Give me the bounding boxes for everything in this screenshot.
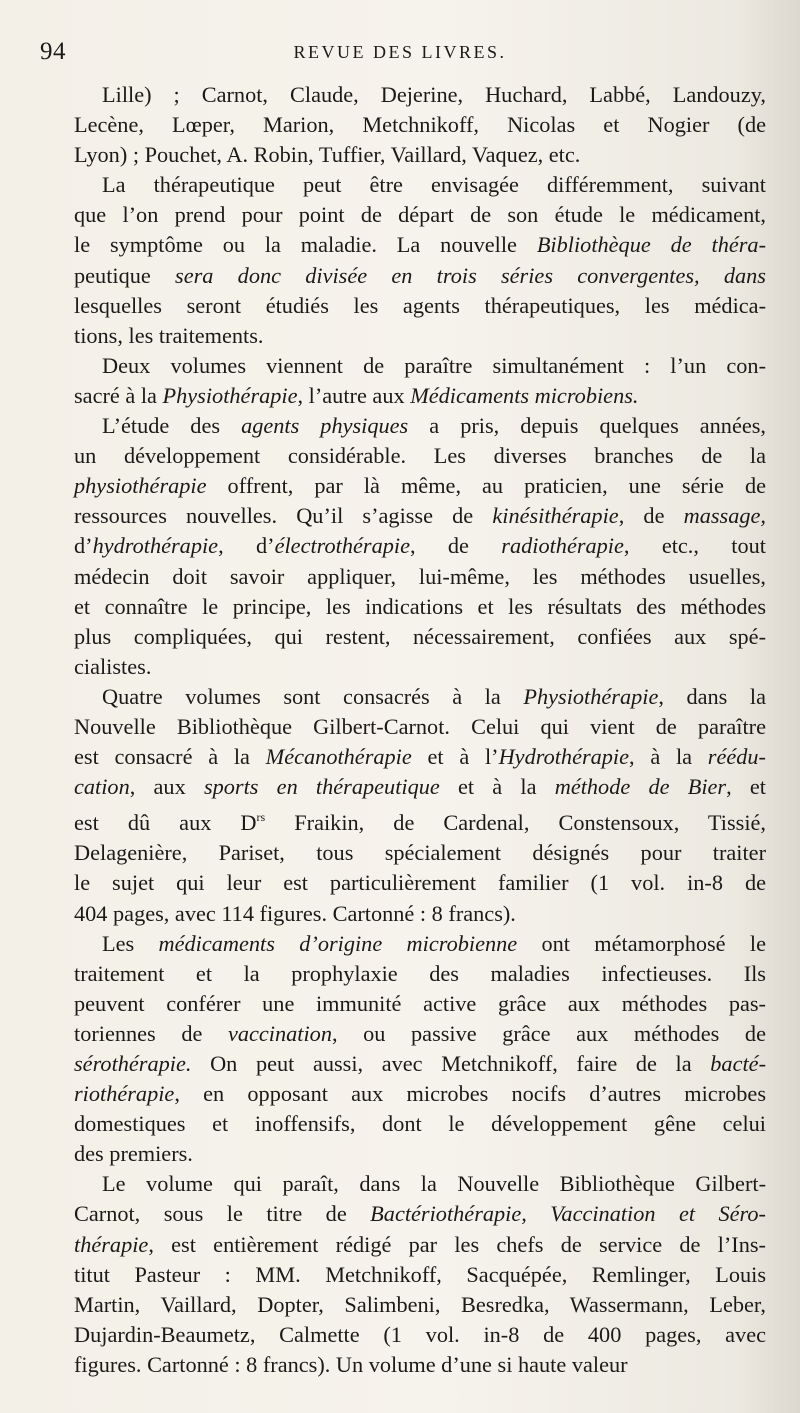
roman-text: , etc., tout (623, 533, 766, 559)
roman-text: que l’on prend pour point de départ de son étude le médicament, (74, 202, 766, 228)
paragraph (46, 351, 766, 411)
text-line (46, 1049, 766, 1079)
text-line (46, 170, 766, 200)
roman-text: , est entièrement rédigé par les chefs de service de l’Ins- (148, 1231, 766, 1257)
roman-text: et à l’ (411, 744, 499, 770)
roman-text: peutique (74, 262, 151, 288)
italic-text: Hydrothérapie (498, 744, 630, 770)
roman-text: , à la (629, 744, 708, 770)
page-number: 94 (40, 38, 66, 65)
roman-text: un développement considérable. Les diverses branches de la (74, 443, 766, 469)
text-line (46, 321, 766, 351)
roman-text: a pris, depuis quelques années, (408, 413, 767, 439)
superscript: rs (256, 810, 266, 825)
roman-text: , ou passive grâce aux méthodes de (331, 1020, 766, 1046)
text-line (46, 622, 766, 652)
italic-text: sera donc divisée en trois séries convergentes, dans (150, 262, 766, 288)
text-line (46, 712, 766, 742)
roman-text: Dujardin-Beaumetz, Calmette (1 vol. in-8 de 400 pages, avec (74, 1321, 766, 1347)
italic-text: Bactériothérapie, Vaccination et Séro- (370, 1201, 766, 1227)
italic-text: agents physiques (241, 413, 409, 439)
roman-text: 404 pages, avec 114 figures. Cartonné : 8 francs). (74, 900, 516, 926)
italic-text: bacté- (710, 1051, 766, 1076)
roman-text: ressources nouvelles. Qu’il s’agisse de (74, 503, 493, 529)
roman-text: cialistes. (74, 653, 152, 679)
roman-text: Carnot, sous le titre de (74, 1201, 371, 1227)
text-line (46, 1290, 766, 1320)
text-line (46, 1079, 766, 1109)
roman-text: peuvent conférer une immunité active grâce aux méthodes pas- (74, 990, 766, 1016)
italic-text: sérothérapie. (74, 1051, 192, 1076)
text-line (46, 291, 766, 321)
roman-text: Deux volumes viennent de paraître simultanément : l’un con- (102, 352, 766, 378)
text-line (46, 592, 766, 622)
text-line (46, 959, 766, 989)
text-line (46, 989, 766, 1019)
roman-text: , d’ (218, 533, 275, 559)
roman-text: et connaître le principe, les indications et les résultats des méthodes (74, 593, 766, 619)
body-text (46, 80, 766, 1380)
roman-text: d’ (74, 533, 93, 559)
italic-text: médicaments d’origine microbienne (158, 930, 518, 956)
text-line (46, 351, 766, 381)
paragraph (46, 682, 766, 929)
text-line (46, 381, 766, 411)
text-line (46, 471, 766, 501)
roman-text: Lecène, Lœper, Marion, Metchnikoff, Nicolas et Nogier (de (74, 112, 766, 138)
roman-text: domestiques et inoffensifs, dont le développement gêne celui (74, 1111, 766, 1137)
roman-text: lesquelles seront étudiés les agents thérapeutiques, les médica- (74, 292, 766, 318)
text-line (46, 1230, 766, 1260)
text-line (46, 1320, 766, 1350)
paragraph (46, 929, 766, 1170)
italic-text: cation (74, 774, 130, 800)
roman-text: le symptôme ou la maladie. La nouvelle (74, 232, 537, 258)
roman-text: , de (409, 533, 502, 559)
roman-text: plus compliquées, qui restent, nécessairement, confiées aux spé- (74, 623, 766, 649)
roman-text: est dû aux D (74, 810, 257, 836)
italic-text: Médicaments microbiens. (410, 382, 639, 408)
italic-text: radiothérapie (501, 533, 624, 559)
italic-text: Bibliothèque de théra- (536, 232, 766, 258)
text-line (46, 929, 766, 959)
roman-text: Le volume qui paraît, dans la Nouvelle Bibliothèque Gilbert- (102, 1171, 766, 1197)
text-line (46, 1019, 766, 1049)
italic-text: réédu- (707, 744, 766, 770)
paragraph (46, 80, 766, 170)
text-line (46, 742, 766, 772)
italic-text: Physiothérapie (523, 683, 659, 709)
roman-text: des premiers. (74, 1141, 193, 1167)
roman-text: On peut aussi, avec Metchnikoff, faire de la (191, 1051, 711, 1076)
italic-text: Mécanothérapie (265, 744, 412, 770)
roman-text: Lille) ; Carnot, Claude, Dejerine, Huchard, Labbé, Landouzy, (102, 82, 766, 107)
italic-text: kinésithérapie (492, 503, 619, 529)
text-line (46, 652, 766, 682)
text-line (46, 682, 766, 712)
roman-text: offrent, par là même, au praticien, une série de (206, 473, 766, 499)
text-line (46, 1350, 766, 1380)
roman-text: traitement et la prophylaxie des maladies infectieuses. Ils (74, 960, 766, 986)
text-line (46, 772, 766, 802)
italic-text: riothérapie (74, 1081, 175, 1107)
text-line (46, 1169, 766, 1199)
text-line (46, 562, 766, 592)
text-line (46, 531, 766, 561)
text-line (46, 868, 766, 898)
italic-text: massage, (683, 503, 766, 529)
roman-text: , et (726, 774, 767, 800)
text-line (46, 1199, 766, 1229)
roman-text: , aux (129, 774, 204, 800)
roman-text: toriennes de (74, 1020, 228, 1046)
text-line (46, 230, 766, 260)
roman-text: Martin, Vaillard, Dopter, Salimbeni, Besredka, Wassermann, Leber, (74, 1291, 766, 1317)
text-line (46, 899, 766, 929)
roman-text: le sujet qui leur est particulièrement familier (1 vol. in-8 de (74, 870, 766, 896)
page-header (0, 36, 800, 72)
roman-text: Lyon) ; Pouchet, A. Robin, Tuffier, Vaillard, Vaquez, etc. (74, 142, 581, 168)
text-line (46, 1260, 766, 1290)
text-line (46, 501, 766, 531)
text-line (46, 261, 766, 291)
text-line (46, 200, 766, 230)
roman-text: tions, les traitements. (74, 322, 264, 348)
italic-text: électrothérapie (274, 533, 410, 559)
roman-text: sacré à la (74, 382, 163, 408)
roman-text: Nouvelle Bibliothèque Gilbert-Carnot. Celui qui vient de paraître (74, 713, 766, 739)
text-line (46, 411, 766, 441)
text-line (46, 1109, 766, 1139)
italic-text: Physiothérapie (162, 382, 298, 408)
roman-text: Delagenière, Pariset, tous spécialement désignés pour traiter (74, 840, 766, 866)
running-head: REVUE DES LIVRES. (293, 42, 507, 62)
text-line (46, 110, 766, 140)
roman-text: L’étude des (102, 413, 242, 439)
paragraph (46, 1169, 766, 1380)
italic-text: vaccination (227, 1020, 332, 1046)
roman-text: figures. Cartonné : 8 francs). Un volume d’une si haute valeur (74, 1351, 628, 1377)
text-line (46, 838, 766, 868)
paragraph (46, 170, 766, 351)
italic-text: hydrothérapie (92, 533, 219, 559)
roman-text: titut Pasteur : MM. Metchnikoff, Sacquépée, Remlinger, Louis (74, 1261, 766, 1287)
italic-text: thérapie (74, 1231, 149, 1257)
roman-text: , en opposant aux microbes nocifs d’autres microbes (174, 1081, 766, 1107)
roman-text: médecin doit savoir appliquer, lui-même, les méthodes usuelles, (74, 563, 766, 589)
text-line (46, 802, 766, 838)
roman-text: , l’autre aux (297, 382, 411, 408)
roman-text: , de (618, 503, 684, 529)
text-line (46, 80, 766, 110)
roman-text: La thérapeutique peut être envisagée différemment, suivant (102, 172, 766, 198)
italic-text: physiothérapie (74, 473, 207, 499)
text-line (46, 441, 766, 471)
text-line (46, 140, 766, 170)
roman-text: Les (102, 930, 159, 956)
roman-text: ont métamorphosé le (517, 930, 766, 956)
roman-text: Fraikin, de Cardenal, Constensoux, Tissié, (265, 810, 766, 836)
roman-text: est consacré à la (74, 744, 266, 770)
roman-text: et à la (439, 774, 555, 800)
paragraph (46, 411, 766, 682)
roman-text: , dans la (658, 683, 767, 709)
text-line (46, 1139, 766, 1169)
roman-text: Quatre volumes sont consacrés à la (102, 683, 524, 709)
italic-text: méthode de Bier (554, 774, 727, 800)
italic-text: sports en thérapeutique (203, 774, 440, 800)
